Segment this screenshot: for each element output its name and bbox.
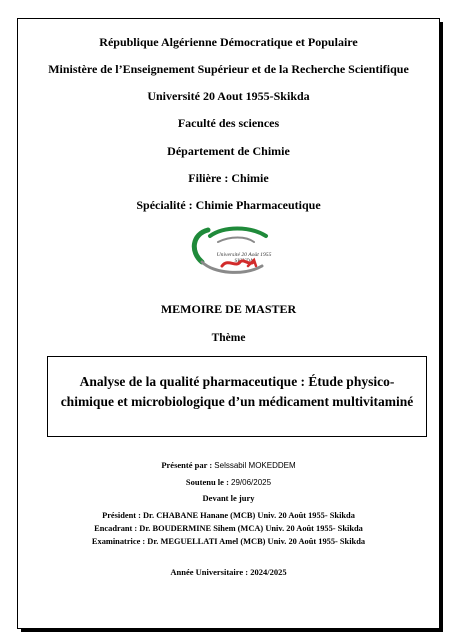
university-logo: [188, 222, 272, 278]
defense-date: [17, 477, 440, 487]
logo-university-name: Université 20 Août 1955: [216, 252, 272, 258]
thesis-title: [48, 372, 426, 412]
thesis-title-line2: chimique et microbiologique d’un médicament multivitaminé: [60, 394, 414, 409]
page-border-shadow-right: [440, 22, 443, 632]
jury-member-supervisor: Encadrant : Dr. BOUDERMINE Sihem (MCA) Univ. 20 Août 1955- Skikda: [94, 524, 363, 533]
page-border-shadow-bottom: [21, 629, 443, 632]
memoire-type: MEMOIRE DE MASTER: [160, 302, 297, 316]
specialty-heading: Spécialité : Chimie Pharmaceutique: [136, 198, 321, 212]
field-heading: Filière : Chimie: [188, 171, 269, 185]
defended-label: Soutenu le :: [185, 477, 229, 487]
academic-year: Année Universitaire : 2024/2025: [170, 567, 287, 577]
jury-member-president: Président : Dr. CHABANE Hanane (MCB) Univ. 20 Août 1955- Skikda: [102, 511, 355, 520]
jury-heading: Devant le jury: [202, 493, 255, 503]
presented-name: Selssabil MOKEDDEM: [214, 461, 296, 470]
defended-date-value: 29/06/2025: [231, 478, 272, 487]
thesis-title-line1: Analyse de la qualité pharmaceutique : Étude physico-: [79, 374, 395, 389]
ministry-heading: Ministère de l’Enseignement Supérieur et de la Recherche Scientifique: [48, 62, 409, 76]
presented-label: Présenté par :: [161, 460, 213, 470]
department-heading: Département de Chimie: [167, 144, 290, 158]
university-heading: Université 20 Aout 1955-Skikda: [147, 89, 310, 103]
theme-label: Thème: [211, 332, 246, 344]
thesis-title-box: [47, 356, 427, 437]
jury-member-examiner: Examinatrice : Dr. MEGUELLATI Amel (MCB) Univ. 20 Août 1955- Skikda: [91, 537, 366, 546]
faculty-heading: Faculté des sciences: [177, 116, 280, 130]
logo-city-name: SKIKDA: [234, 259, 254, 264]
presented-by: [17, 460, 440, 470]
republic-heading: République Algérienne Démocratique et Populaire: [99, 35, 358, 49]
